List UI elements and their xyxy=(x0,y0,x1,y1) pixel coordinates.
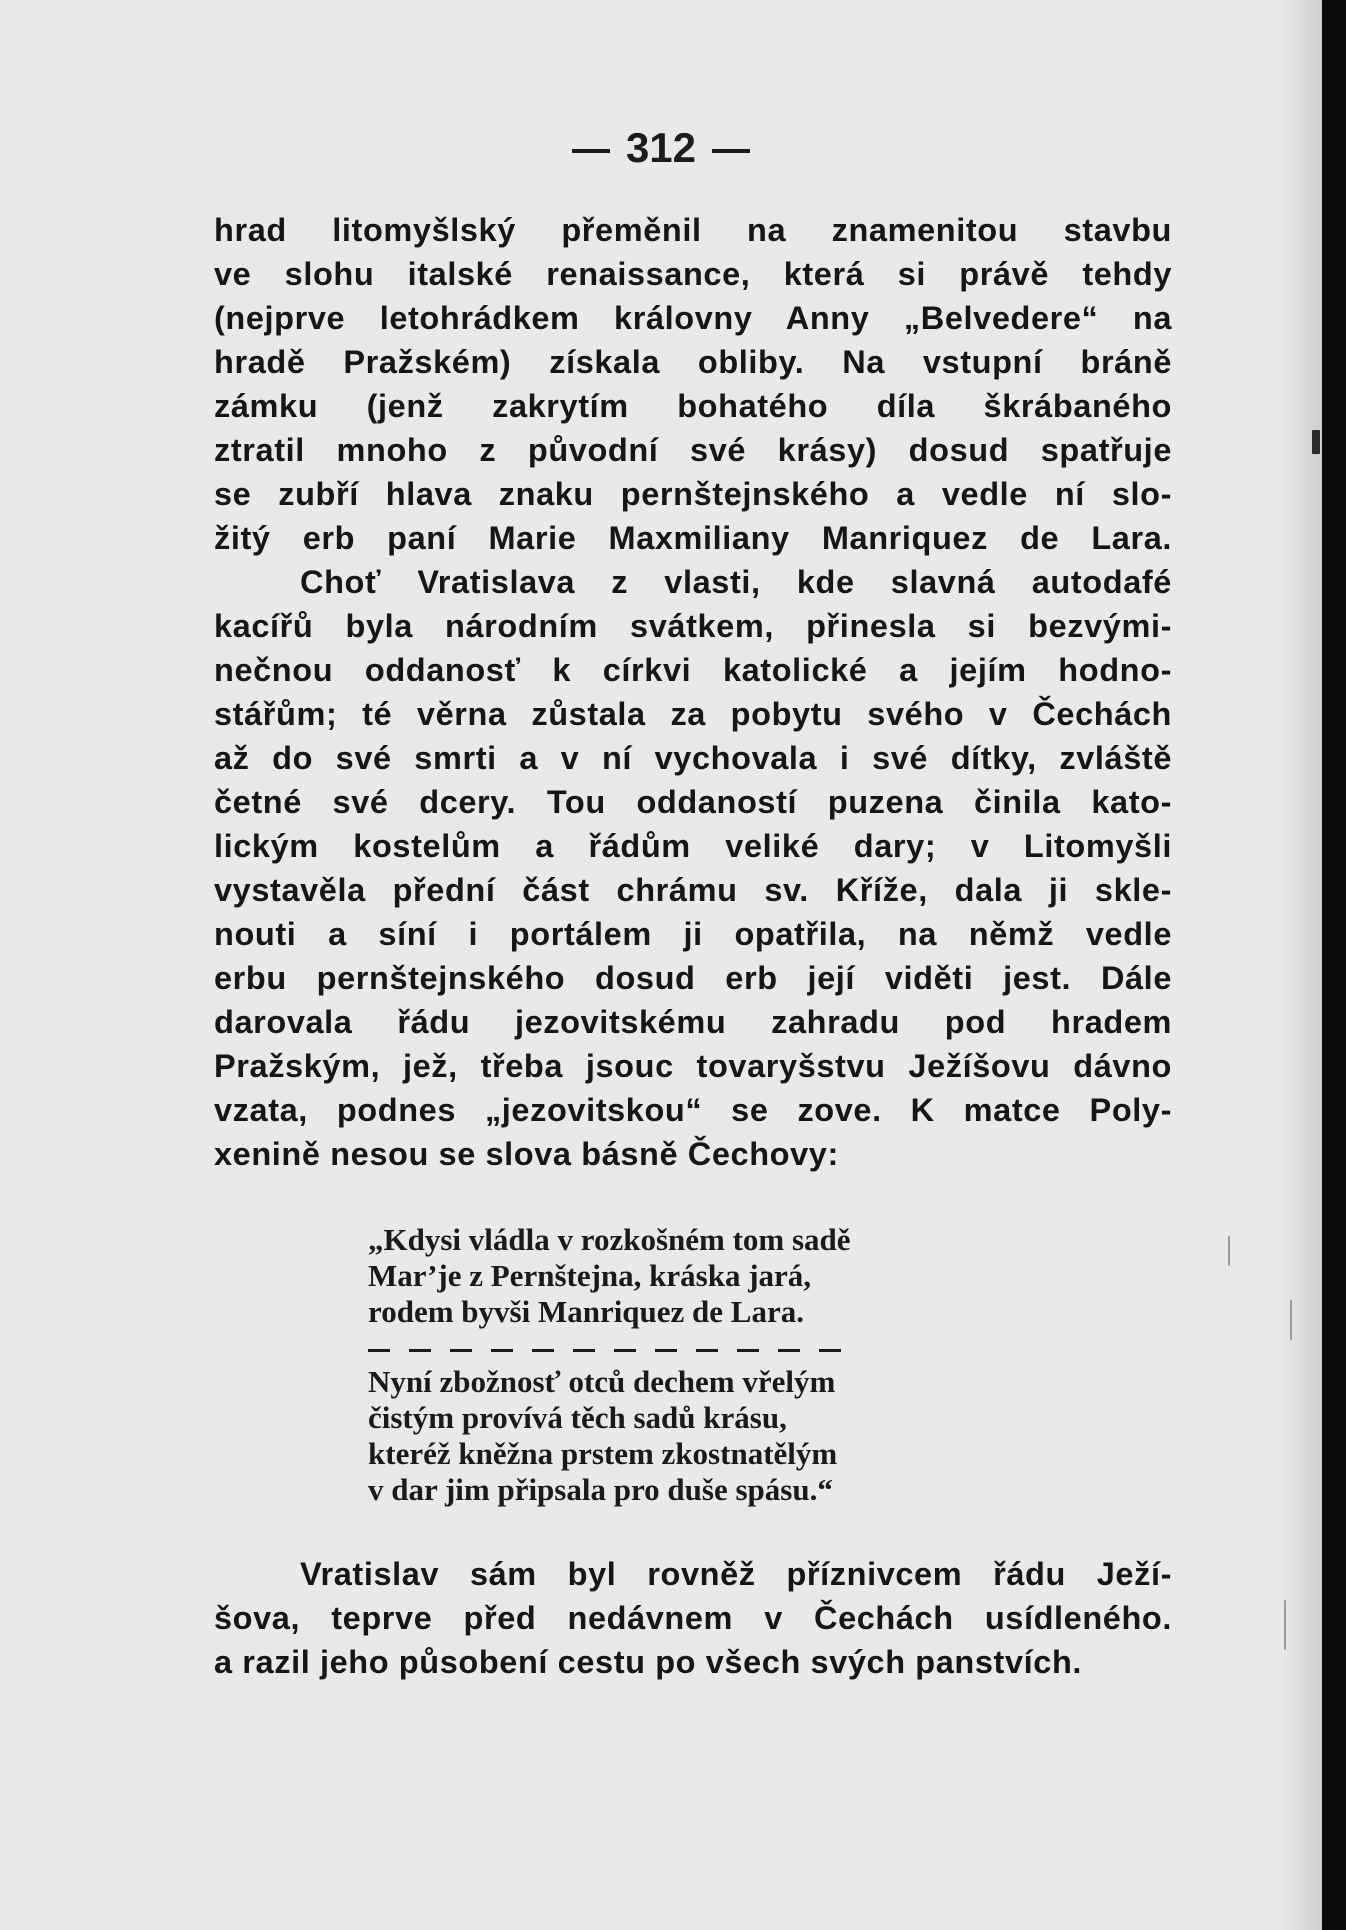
text-line: ztratil mnoho z původní své krásy) dosud spatřuje xyxy=(214,432,1172,468)
text-line: darovala řádu jezovitskému zahradu pod hradem xyxy=(214,1004,1172,1040)
text-line: hradě Pražském) získala obliby. Na vstupní bráně xyxy=(214,344,1172,380)
text-line: vzata, podnes „jezovitskou“ se zove. K matce Poly- xyxy=(214,1092,1172,1128)
text-line: (nejprve letohrádkem královny Anny „Belvedere“ na xyxy=(214,300,1172,336)
text-line: nouti a síní i portálem ji opatřila, na němž vedle xyxy=(214,916,1172,952)
text-line: nečnou oddanosť k církvi katolické a jejím hodno- xyxy=(214,652,1172,688)
text-line: žitý erb paní Marie Maxmiliany Manriquez de Lara. xyxy=(214,520,1172,556)
poem-ellipsis-dashes xyxy=(368,1330,988,1364)
poem-line: Nyní zbožnosť otců dechem vřelým xyxy=(368,1364,836,1399)
text-line: Pražským, jež, třeba jsouc tovaryšstvu Ježíšovu dávno xyxy=(214,1048,1172,1084)
poem-line: v dar jim připsala pro duše spásu.“ xyxy=(368,1472,833,1507)
text-line: kacířů byla národním svátkem, přinesla si bezvými- xyxy=(214,608,1172,644)
poem-line: Mar’je z Pernštejna, kráska jará, xyxy=(368,1258,812,1293)
text-line: lickým kostelům a řádům veliké dary; v Litomyšli xyxy=(214,828,1172,864)
poem-line: rodem byvši Manriquez de Lara. xyxy=(368,1294,804,1329)
text-line: až do své smrti a v ní vychovala i své dítky, zvláště xyxy=(214,740,1172,776)
text-line: se zubří hlava znaku pernštejnského a vedle ní slo- xyxy=(214,476,1172,512)
main-paragraphs xyxy=(214,208,1172,1176)
text-line: stářům; té věrna zůstala za pobytu svého v Čechách xyxy=(214,696,1172,732)
text-line: Choť Vratislava z vlasti, kde slavná autodafé xyxy=(300,564,1172,600)
page-edge-shadow xyxy=(1282,0,1322,1930)
scan-speck xyxy=(1312,430,1320,454)
text-line: erbu pernštejnského dosud erb její viděti jest. Dále xyxy=(214,960,1172,996)
text-line: vystavěla přední část chrámu sv. Kříže, dala ji skle- xyxy=(214,872,1172,908)
scan-speck xyxy=(1290,1300,1292,1340)
scan-speck xyxy=(1284,1600,1286,1650)
text-line: xenině nesou se slova básně Čechovy: xyxy=(214,1136,839,1172)
text-line: a razil jeho působení cestu po všech svých panstvích. xyxy=(214,1644,1083,1680)
text-line: hrad litomyšlský přeměnil na znamenitou stavbu xyxy=(214,212,1172,248)
text-line: šova, teprve před nedávnem v Čechách usídleného. xyxy=(214,1600,1172,1636)
text-line: Vratislav sám byl rovněž příznivcem řádu Ježí- xyxy=(300,1556,1172,1592)
page-number-text: 312 xyxy=(625,124,697,171)
poem-line: čistým provívá těch sadů krásu, xyxy=(368,1400,787,1435)
page-number xyxy=(0,124,1322,172)
poem-line: kteréž kněžna prstem zkostnatělým xyxy=(368,1436,838,1471)
text-line: zámku (jenž zakrytím bohatého díla škrábaného xyxy=(214,388,1172,424)
text-line: ve slohu italské renaissance, která si právě tehdy xyxy=(214,256,1172,292)
closing-paragraph xyxy=(214,1552,1172,1684)
poem-quote xyxy=(368,1222,988,1508)
text-line: četné své dcery. Tou oddaností puzena činila kato- xyxy=(214,784,1172,820)
scan-speck xyxy=(1228,1236,1230,1266)
poem-line: „Kdysi vládla v rozkošném tom sadě xyxy=(368,1222,851,1257)
